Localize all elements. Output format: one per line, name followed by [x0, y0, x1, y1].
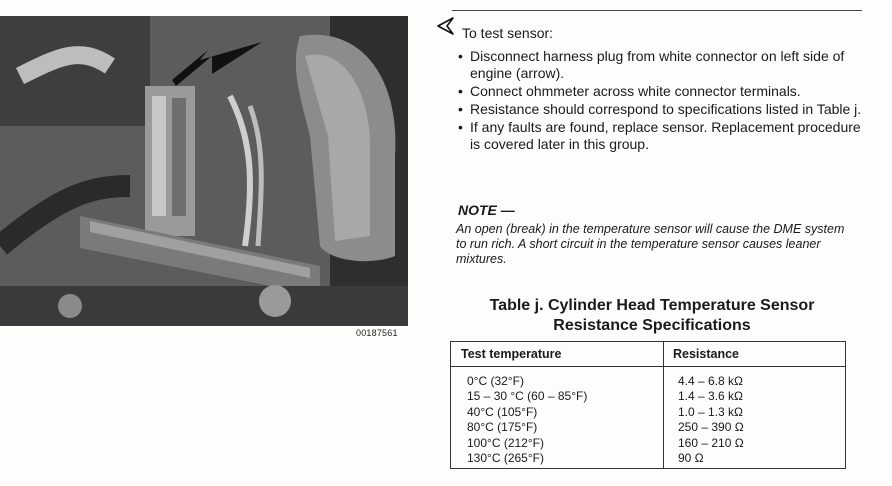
resistance-cell: 4.4 – 6.8 kΩ: [678, 374, 744, 388]
table-title-line: Resistance Specifications: [553, 317, 751, 334]
resistance-column: [678, 374, 744, 466]
temperature-cell: 40°C (105°F): [467, 404, 538, 419]
step-text: If any faults are found, replace sensor. Replacement procedure is covered later in this group.: [470, 119, 861, 152]
resistance-cell: 160 – 210 Ω: [678, 435, 744, 450]
step-text: Connect ohmmeter across white connector terminals.: [470, 83, 801, 99]
column-header-temperature: Test temperature: [461, 347, 562, 361]
resistance-cell: 250 – 390 Ω: [678, 420, 744, 435]
procedure-step: [458, 48, 868, 82]
note-heading: NOTE —: [458, 202, 515, 218]
top-rule: [452, 10, 862, 11]
temperature-cell: 130°C (265°F): [467, 451, 544, 466]
temperature-cell: 0°C (32°F): [467, 374, 524, 388]
engine-photo: [0, 16, 408, 326]
temperature-cell: 100°C (212°F): [467, 435, 544, 450]
procedure-lead: To test sensor:: [462, 25, 554, 41]
checkpoint-arrow-icon: [436, 16, 456, 41]
procedure-steps: [458, 48, 868, 154]
resistance-cell: 1.4 – 3.6 kΩ: [678, 389, 744, 404]
resistance-cell: 1.0 – 1.3 kΩ: [678, 404, 744, 419]
temperature-cell: 80°C (175°F): [467, 420, 538, 435]
step-text: Disconnect harness plug from white connector on left side of engine (arrow).: [470, 48, 845, 81]
column-header-resistance: Resistance: [673, 347, 740, 361]
resistance-cell: 90 Ω: [678, 451, 704, 466]
resistance-spec-table: [450, 341, 846, 469]
table-title-line: Table j. Cylinder Head Temperature Sensor: [489, 297, 815, 314]
procedure-step: [458, 83, 868, 100]
procedure-step: [458, 119, 868, 153]
table-title: [452, 296, 852, 336]
temperature-cell: 15 – 30 °C (60 – 85°F): [467, 389, 588, 404]
header-divider: [451, 366, 845, 367]
procedure-step: [458, 101, 868, 118]
note-body: An open (break) in the temperature sensor will cause the DME system to run rich. A short circuit in the temperature sensor causes leaner mixtures.: [456, 222, 845, 266]
engine-photo-illustration: [0, 16, 408, 326]
column-divider: [663, 342, 664, 468]
figure-code: 00187561: [356, 328, 398, 338]
temperature-column: [467, 374, 587, 466]
step-text: Resistance should correspond to specifications listed in Table j.: [470, 101, 862, 117]
